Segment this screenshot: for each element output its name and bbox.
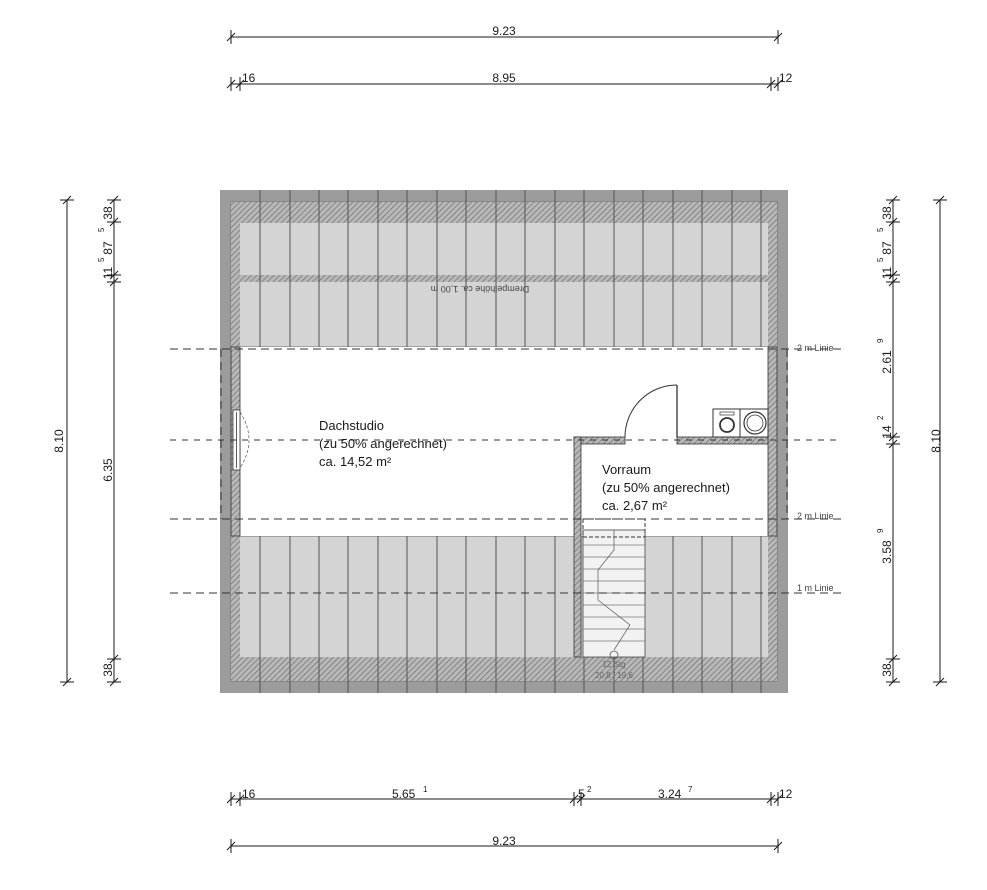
dim-right-top-segment-2: 87: [880, 241, 894, 255]
dim-right-top-segment: 11: [880, 266, 894, 280]
room-area-vorraum: ca. 2,67 m²: [602, 498, 668, 513]
dim-right-segment-c: 3.58: [880, 540, 894, 564]
dim-right-top-wall: 38: [880, 206, 894, 220]
dim-top-left-offset: 16: [242, 71, 256, 85]
dim-right-bottom-wall: 38: [880, 663, 894, 677]
stair-size-label: 20,8 / 19,6: [595, 671, 633, 680]
dim-left-middle: 6.35: [101, 458, 115, 482]
dim-right-overall: 8.10: [929, 429, 943, 453]
room-name-dachstudio: Dachstudio: [319, 418, 385, 433]
room-area-dachstudio: ca. 14,52 m²: [319, 454, 392, 469]
dim-left-top-segment-2-sup: 5: [97, 227, 106, 232]
kniestock-label: Drempelhöhe ca. 1,00 m: [430, 284, 530, 294]
lower-2m-line-label: 2 m Linie: [797, 511, 834, 521]
stair-steps-label: 12 Stg: [602, 660, 626, 669]
dimension-bottom-segments: [227, 792, 782, 806]
dim-right-segment-a-sup: 9: [876, 338, 885, 343]
dim-bottom-segment-2-sup: 2: [587, 785, 592, 794]
dim-bottom-segment-2: 5: [578, 787, 585, 801]
dim-right-segment-b-sup: 2: [876, 415, 885, 420]
dim-bottom-segment-1-sup: 1: [423, 785, 428, 794]
dim-right-segment-a: 2.61: [880, 350, 894, 374]
room-note-dachstudio: (zu 50% angerechnet): [319, 436, 447, 451]
dim-top-overall: 9.23: [492, 24, 516, 38]
dim-right-top-segment-sup: 5: [876, 257, 885, 262]
dim-left-overall: 8.10: [52, 429, 66, 453]
dim-top-inner: 8.95: [492, 71, 516, 85]
dim-top-right-offset: 12: [779, 71, 793, 85]
washer-icon: [713, 409, 768, 437]
dim-right-segment-b: 14: [880, 425, 894, 439]
staircase: [583, 519, 645, 680]
one-m-line-label: 1 m Linie: [797, 583, 834, 593]
dim-right-top-segment-2-sup: 5: [876, 227, 885, 232]
dim-left-bottom-wall: 38: [101, 663, 115, 677]
dim-bottom-segment-3-sup: 7: [688, 785, 693, 794]
dim-left-top-segment-sup: 5: [97, 257, 106, 262]
room-name-vorraum: Vorraum: [602, 462, 652, 477]
room-note-vorraum: (zu 50% angerechnet): [602, 480, 730, 495]
upper-2m-line-label: 2 m Linie: [797, 343, 834, 353]
dim-bottom-segment-1: 5.65: [392, 787, 416, 801]
dim-left-top-wall: 38: [101, 206, 115, 220]
dim-left-top-segment-2: 87: [101, 241, 115, 255]
dim-bottom-right-offset: 12: [779, 787, 793, 801]
dim-left-top-segment: 11: [101, 266, 115, 280]
dim-right-segment-c-sup: 9: [876, 528, 885, 533]
dim-bottom-segment-3: 3.24: [658, 787, 682, 801]
dim-bottom-left-offset: 16: [242, 787, 256, 801]
dim-bottom-overall: 9.23: [492, 834, 516, 848]
